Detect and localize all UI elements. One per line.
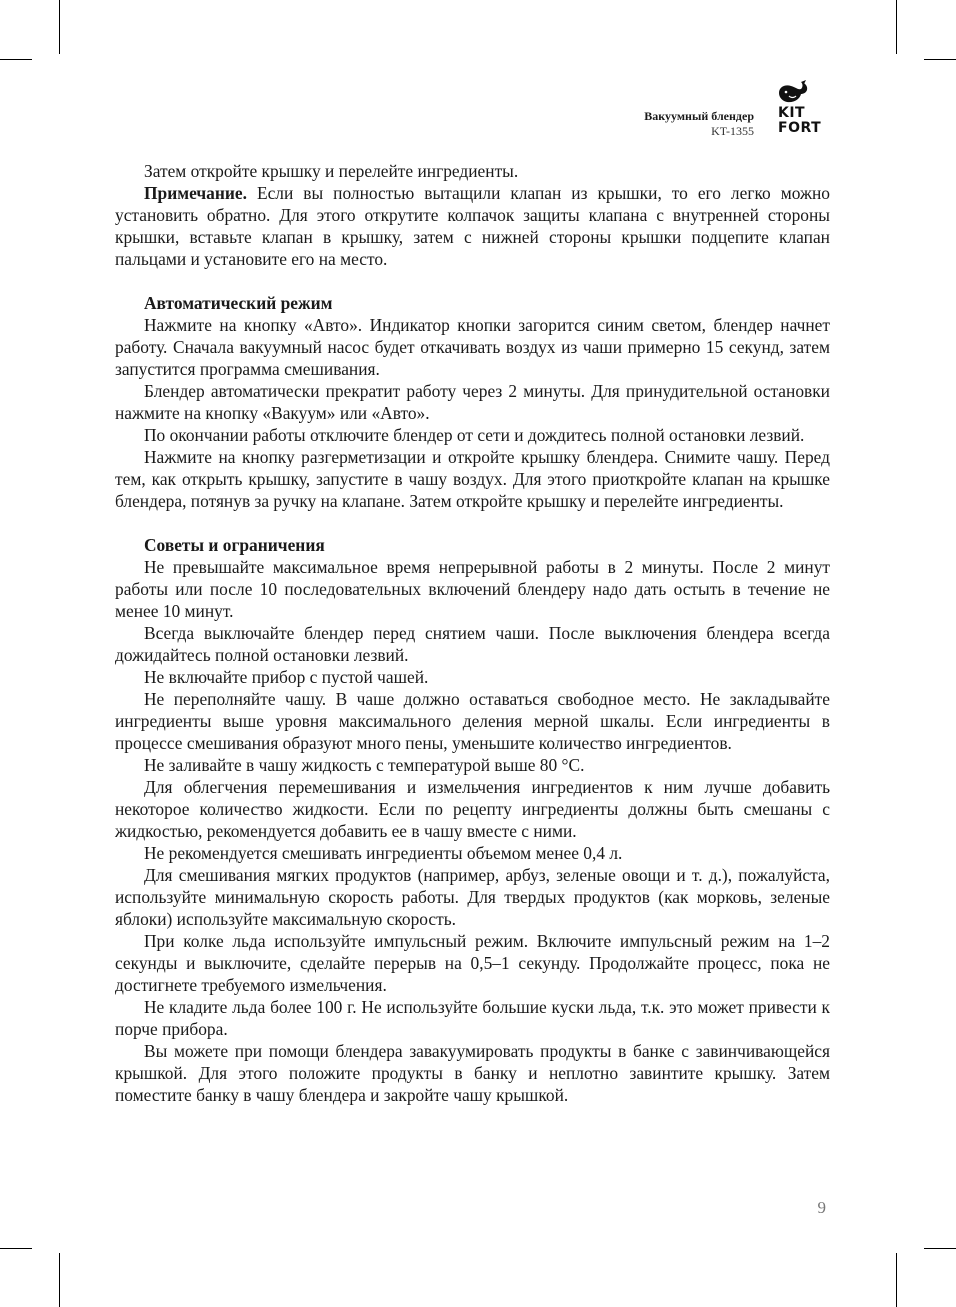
logo-wordmark: [778, 106, 821, 136]
tip-paragraph: Не рекомендуется смешивать ингредиенты объемом менее 0,4 л.: [144, 843, 623, 863]
paragraph: Блендер автоматически прекратит работу через 2 минуты. Для принудительной остановки нажмите на кнопку «Вакуум» или «Авто».: [115, 381, 830, 423]
logo-line-1: KIT: [778, 105, 806, 121]
logo-line-2: FORT: [778, 120, 822, 136]
crop-mark: [0, 1248, 32, 1249]
tip-paragraph: Вы можете при помощи блендера завакуумировать продукты в банке с завинчивающейся крышкой. Для этого положите продукты в банку и неплотно завинтите крышку. Затем поместите банку в чашу блендера и закройте чашу крышкой.: [115, 1041, 830, 1105]
tip-paragraph: Не заливайте в чашу жидкость с температурой выше 80 °С.: [144, 755, 585, 775]
kitfort-logo: [770, 79, 832, 139]
note-text: Если вы полностью вытащили клапан из крышки, то его легко можно установить обратно. Для этого открутите колпачок защиты клапана с внутренней стороны крышки, вставьте клапан в крышку, затем с нижней стороны крышки подцепите клапан пальцами и установите его на место.: [115, 183, 830, 269]
page-content: [115, 160, 830, 1106]
tip-paragraph: Не кладите льда более 100 г. Не используйте большие куски льда, т.к. это может привести к порче прибора.: [115, 997, 830, 1039]
product-title: Вакуумный блендер: [644, 109, 754, 123]
product-model: KT-1355: [711, 124, 754, 138]
tip-paragraph: Для смешивания мягких продуктов (например, арбуз, зеленые овощи и т. д.), пожалуйста, используйте минимальную скорость работы. Для твердых продуктов (как морковь, зеленые яблоки) используйте максимальную скорость.: [115, 865, 830, 929]
tip-paragraph: Не переполняйте чашу. В чаше должно оставаться свободное место. Не закладывайте ингредиенты выше уровня максимального деления мерной шкалы. Если ингредиенты в процессе смешивания образуют много пены, уменьшите количество ингредиентов.: [115, 689, 830, 753]
crop-mark: [924, 1248, 956, 1249]
whale-logo-icon: [776, 79, 810, 105]
crop-mark: [896, 1253, 897, 1307]
tip-paragraph: Не включайте прибор с пустой чашей.: [144, 667, 429, 687]
tip-paragraph: Для облегчения перемешивания и измельчения ингредиентов к ним лучше добавить некоторое количество жидкости. Если по рецепту ингредиенты должны быть смешаны с жидкостью, рекомендуется добавить ее в чашу вместе с ними.: [115, 777, 830, 841]
page-header: [560, 79, 832, 143]
crop-mark: [0, 59, 32, 60]
section-heading-auto: Автоматический режим: [144, 293, 333, 313]
note-label: Примечание.: [144, 183, 247, 203]
paragraph: Нажмите на кнопку разгерметизации и откройте крышку блендера. Снимите чашу. Перед тем, как открыть крышку, запустите в чашу воздух. Для этого приоткройте клапан на крышке блендера, потянув за ручку на клапане. Затем откройте крышку и перелейте ингредиенты.: [115, 447, 830, 511]
paragraph: По окончании работы отключите блендер от сети и дождитесь полной остановки лезвий.: [144, 425, 805, 445]
tip-paragraph: При колке льда используйте импульсный режим. Включите импульсный режим на 1–2 секунды и выключите, сделайте перерыв на 0,5–1 секунду. Продолжайте процесс, пока не достигнете требуемого измельчения.: [115, 931, 830, 995]
crop-mark: [59, 0, 60, 54]
paragraph: Нажмите на кнопку «Авто». Индикатор кнопки загорится синим светом, блендер начнет работу. Сначала вакуумный насос будет откачивать воздух из чаши примерно 15 секунд, затем запустится программа смешивания.: [115, 315, 830, 379]
note-paragraph: [115, 182, 830, 270]
crop-mark: [924, 59, 956, 60]
tip-paragraph: Не превышайте максимальное время непрерывной работы в 2 минуты. После 2 минут работы или после 10 последовательных включений блендеру надо дать остыть в течение не менее 10 минут.: [115, 557, 830, 621]
tip-paragraph: Всегда выключайте блендер перед снятием чаши. После выключения блендера всегда дожидайтесь полной остановки лезвий.: [115, 623, 830, 665]
crop-mark: [59, 1253, 60, 1307]
crop-mark: [896, 0, 897, 54]
section-heading-tips: Советы и ограничения: [144, 535, 325, 555]
page-number: 9: [817, 1198, 826, 1217]
header-text: [644, 109, 754, 139]
paragraph: Затем откройте крышку и перелейте ингредиенты.: [144, 161, 519, 181]
